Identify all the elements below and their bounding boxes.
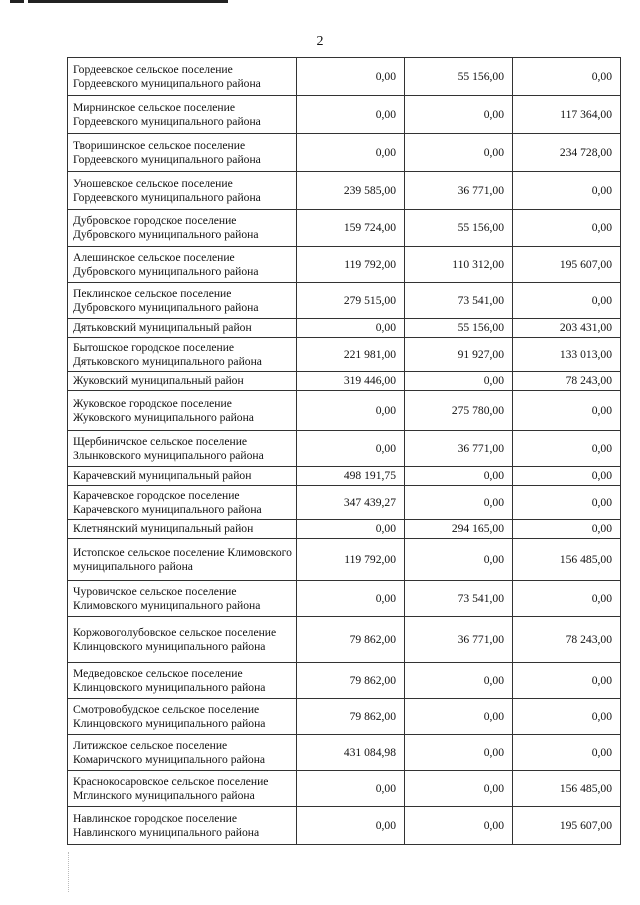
top-rule xyxy=(28,0,228,3)
amount-cell: 159 724,00 xyxy=(297,210,405,247)
amount-cell: 79 862,00 xyxy=(297,663,405,699)
amount-cell: 73 541,00 xyxy=(405,581,513,617)
amount-cell: 119 792,00 xyxy=(297,247,405,283)
amount-cell: 203 431,00 xyxy=(513,319,621,338)
amount-cell: 0,00 xyxy=(513,699,621,735)
table-row xyxy=(68,581,621,617)
table-row xyxy=(68,391,621,431)
amount-cell: 0,00 xyxy=(513,735,621,771)
amount-cell: 36 771,00 xyxy=(405,172,513,210)
amount-cell: 319 446,00 xyxy=(297,372,405,391)
table-row xyxy=(68,520,621,539)
amount-cell: 156 485,00 xyxy=(513,771,621,807)
table-row xyxy=(68,467,621,486)
municipality-name: Жуковское городское поселение Жуковского муниципального района xyxy=(68,391,297,431)
amount-cell: 294 165,00 xyxy=(405,520,513,539)
municipality-name: Чуровичское сельское поселение Климовского муниципального района xyxy=(68,581,297,617)
municipality-name: Коржовоголубовское сельское поселение Клинцовского муниципального района xyxy=(68,617,297,663)
amount-cell: 0,00 xyxy=(297,431,405,467)
municipality-name: Клетнянский муниципальный район xyxy=(68,520,297,539)
municipality-name: Мирнинское сельское поселение Гордеевского муниципального района xyxy=(68,96,297,134)
municipality-name: Карачевское городское поселение Карачевского муниципального района xyxy=(68,486,297,520)
amount-cell: 0,00 xyxy=(513,283,621,319)
amount-cell: 0,00 xyxy=(405,96,513,134)
table-row xyxy=(68,319,621,338)
amount-cell: 498 191,75 xyxy=(297,467,405,486)
amount-cell: 79 862,00 xyxy=(297,617,405,663)
amount-cell: 55 156,00 xyxy=(405,319,513,338)
amount-cell: 0,00 xyxy=(297,96,405,134)
amount-cell: 275 780,00 xyxy=(405,391,513,431)
amount-cell: 0,00 xyxy=(513,467,621,486)
table-row xyxy=(68,663,621,699)
amount-cell: 117 364,00 xyxy=(513,96,621,134)
amount-cell: 0,00 xyxy=(405,134,513,172)
amount-cell: 0,00 xyxy=(405,486,513,520)
amount-cell: 36 771,00 xyxy=(405,431,513,467)
amount-cell: 221 981,00 xyxy=(297,338,405,372)
top-rule-left xyxy=(10,0,24,3)
allocation-table xyxy=(67,57,621,845)
amount-cell: 0,00 xyxy=(513,391,621,431)
amount-cell: 195 607,00 xyxy=(513,807,621,845)
amount-cell: 0,00 xyxy=(297,520,405,539)
amount-cell: 133 013,00 xyxy=(513,338,621,372)
amount-cell: 0,00 xyxy=(297,319,405,338)
scan-artifact xyxy=(68,852,70,892)
table-row xyxy=(68,96,621,134)
amount-cell: 0,00 xyxy=(297,58,405,96)
amount-cell: 0,00 xyxy=(297,581,405,617)
amount-cell: 73 541,00 xyxy=(405,283,513,319)
table-row xyxy=(68,735,621,771)
amount-cell: 0,00 xyxy=(513,210,621,247)
table-row xyxy=(68,58,621,96)
amount-cell: 0,00 xyxy=(297,807,405,845)
amount-cell: 78 243,00 xyxy=(513,617,621,663)
amount-cell: 195 607,00 xyxy=(513,247,621,283)
amount-cell: 156 485,00 xyxy=(513,539,621,581)
municipality-name: Навлинское городское поселение Навлинского муниципального района xyxy=(68,807,297,845)
table-row xyxy=(68,807,621,845)
amount-cell: 119 792,00 xyxy=(297,539,405,581)
amount-cell: 0,00 xyxy=(513,431,621,467)
amount-cell: 0,00 xyxy=(513,486,621,520)
amount-cell: 0,00 xyxy=(405,467,513,486)
amount-cell: 55 156,00 xyxy=(405,58,513,96)
amount-cell: 0,00 xyxy=(297,771,405,807)
table-row xyxy=(68,617,621,663)
amount-cell: 91 927,00 xyxy=(405,338,513,372)
table-row xyxy=(68,372,621,391)
municipality-name: Жуковский муниципальный район xyxy=(68,372,297,391)
amount-cell: 0,00 xyxy=(405,663,513,699)
municipality-name: Гордеевское сельское поселение Гордеевского муниципального района xyxy=(68,58,297,96)
municipality-name: Алешинское сельское поселение Дубровского муниципального района xyxy=(68,247,297,283)
amount-cell: 0,00 xyxy=(405,372,513,391)
table-row xyxy=(68,699,621,735)
amount-cell: 79 862,00 xyxy=(297,699,405,735)
amount-cell: 0,00 xyxy=(513,520,621,539)
table-row xyxy=(68,210,621,247)
page-number: 2 xyxy=(316,34,324,49)
amount-cell: 431 084,98 xyxy=(297,735,405,771)
amount-cell: 0,00 xyxy=(405,539,513,581)
table-row xyxy=(68,134,621,172)
table-row xyxy=(68,486,621,520)
amount-cell: 0,00 xyxy=(405,771,513,807)
amount-cell: 0,00 xyxy=(513,172,621,210)
amount-cell: 0,00 xyxy=(513,663,621,699)
municipality-name: Дятьковский муниципальный район xyxy=(68,319,297,338)
municipality-name: Краснокосаровское сельское поселение Мглинского муниципального района xyxy=(68,771,297,807)
amount-cell: 0,00 xyxy=(513,581,621,617)
table-row xyxy=(68,247,621,283)
municipality-name: Медведовское сельское поселение Клинцовского муниципального района xyxy=(68,663,297,699)
table-row xyxy=(68,172,621,210)
municipality-name: Дубровское городское поселение Дубровского муниципального района xyxy=(68,210,297,247)
municipality-name: Литижское сельское поселение Комаричского муниципального района xyxy=(68,735,297,771)
amount-cell: 110 312,00 xyxy=(405,247,513,283)
municipality-name: Смотровобудское сельское поселение Клинцовского муниципального района xyxy=(68,699,297,735)
table-row xyxy=(68,771,621,807)
amount-cell: 0,00 xyxy=(513,58,621,96)
amount-cell: 234 728,00 xyxy=(513,134,621,172)
municipality-name: Истопское сельское поселение Климовского муниципального района xyxy=(68,539,297,581)
amount-cell: 55 156,00 xyxy=(405,210,513,247)
amount-cell: 239 585,00 xyxy=(297,172,405,210)
municipality-name: Щербиничское сельское поселение Злынковского муниципального района xyxy=(68,431,297,467)
amount-cell: 0,00 xyxy=(297,391,405,431)
amount-cell: 36 771,00 xyxy=(405,617,513,663)
amount-cell: 0,00 xyxy=(405,735,513,771)
table-row xyxy=(68,338,621,372)
table-row xyxy=(68,539,621,581)
municipality-name: Пеклинское сельское поселение Дубровского муниципального района xyxy=(68,283,297,319)
amount-cell: 0,00 xyxy=(297,134,405,172)
municipality-name: Карачевский муниципальный район xyxy=(68,467,297,486)
municipality-name: Бытошское городское поселение Дятьковского муниципального района xyxy=(68,338,297,372)
amount-cell: 0,00 xyxy=(405,699,513,735)
municipality-name: Уношевское сельское поселение Гордеевского муниципального района xyxy=(68,172,297,210)
table-row xyxy=(68,431,621,467)
amount-cell: 279 515,00 xyxy=(297,283,405,319)
municipality-name: Творишинское сельское поселение Гордеевского муниципального района xyxy=(68,134,297,172)
amount-cell: 347 439,27 xyxy=(297,486,405,520)
amount-cell: 78 243,00 xyxy=(513,372,621,391)
amount-cell: 0,00 xyxy=(405,807,513,845)
table-row xyxy=(68,283,621,319)
